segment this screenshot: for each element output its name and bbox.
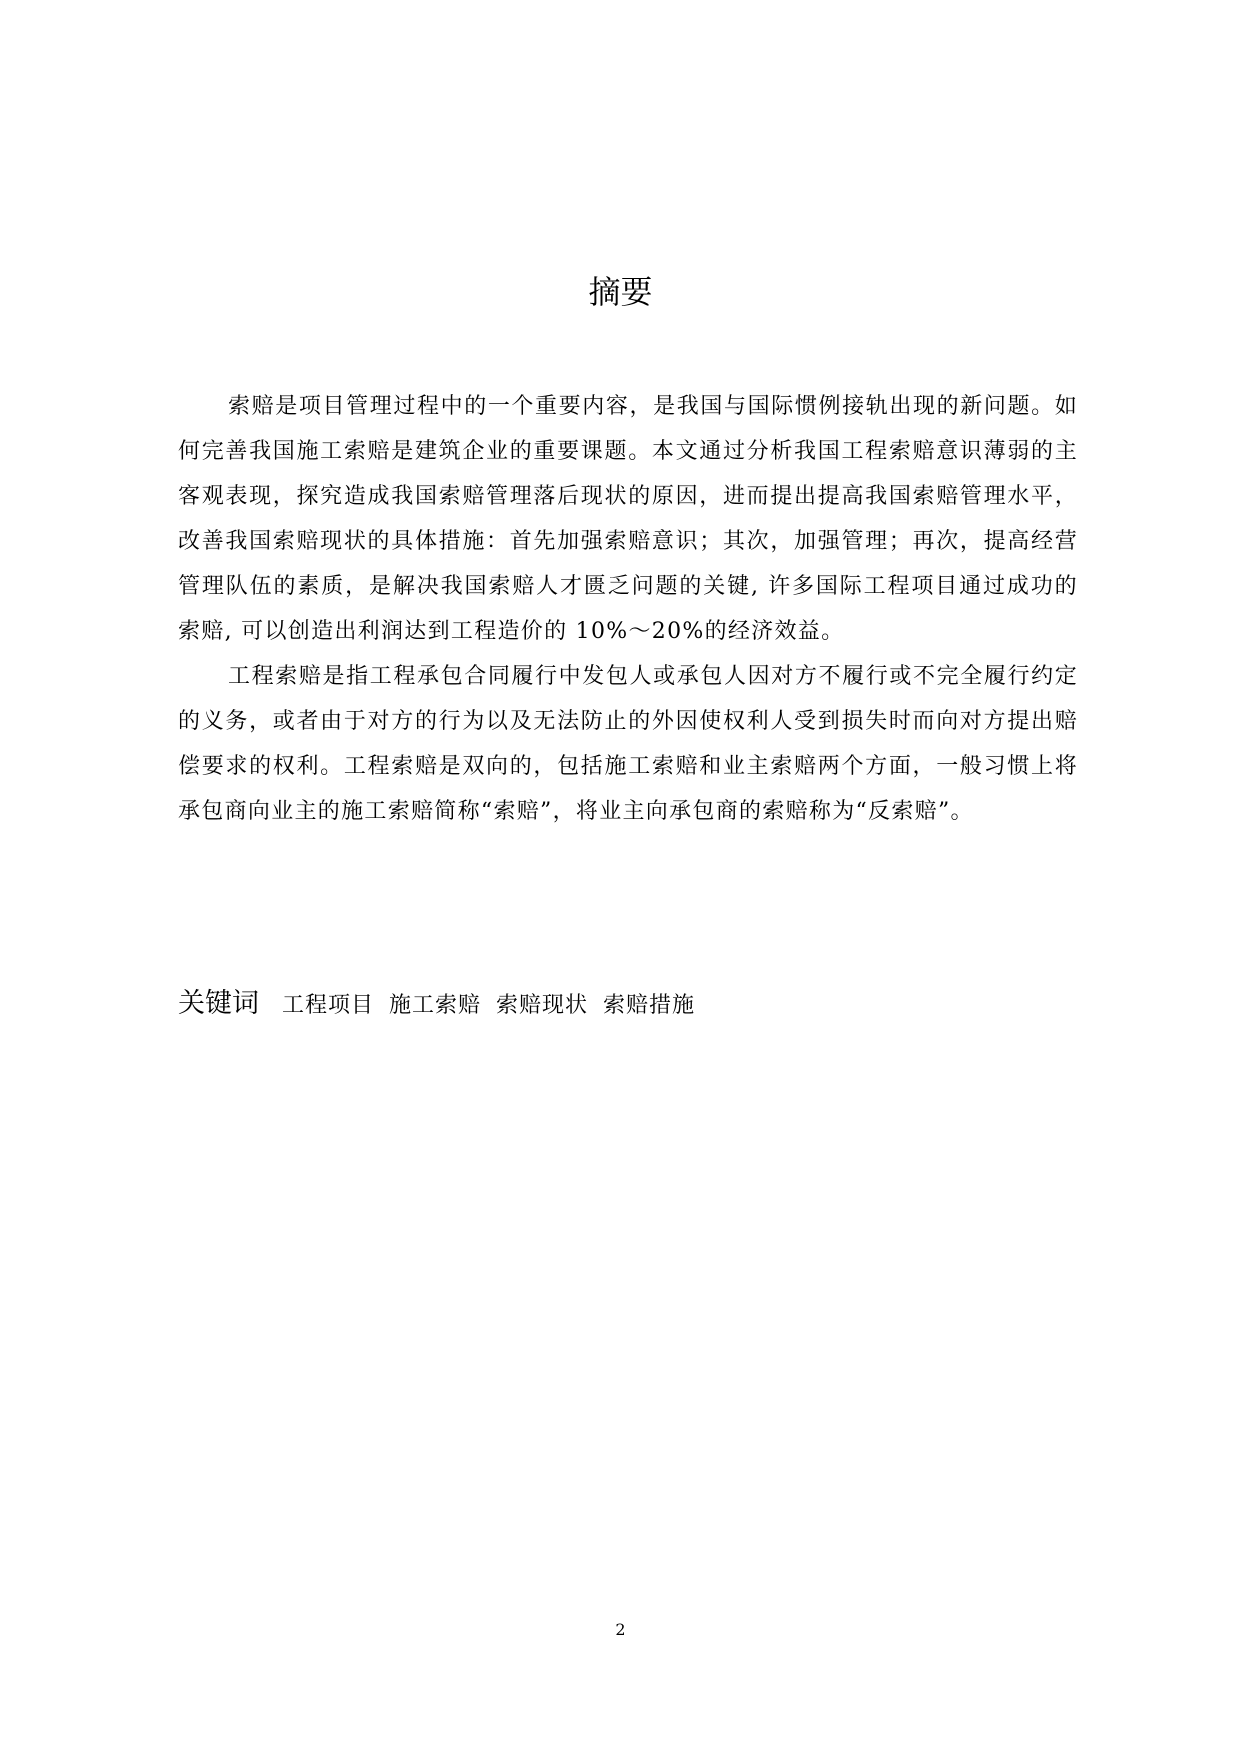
keyword-item: 工程项目 xyxy=(282,993,375,1018)
abstract-paragraph-2: 工程索赔是指工程承包合同履行中发包人或承包人因对方不履行或不完全履行约定的义务，或者由于对方的行为以及无法防止的外因使权利人受到损失时而向对方提出赔偿要求的权利。工程索赔是双向的，包括施工索赔和业主索赔两个方面，一般习惯上将承包商向业主的施工索赔简称“索赔”，将业主向承包商的索赔称为“反索赔”。 xyxy=(178,664,1078,824)
keyword-item: 索赔措施 xyxy=(603,993,696,1018)
keywords-line xyxy=(178,984,1078,1026)
keywords-label: 关键词 xyxy=(178,988,259,1019)
abstract-title: 摘要 xyxy=(588,273,653,311)
keyword-item: 索赔现状 xyxy=(496,993,589,1018)
abstract-paragraph-1: 索赔是项目管理过程中的一个重要内容，是我国与国际惯例接轨出现的新问题。如何完善我国施工索赔是建筑企业的重要课题。本文通过分析我国工程索赔意识薄弱的主客观表现，探究造成我国索赔管理落后现状的原因，进而提出提高我国索赔管理水平，改善我国索赔现状的具体措施：首先加强索赔意识；其次，加强管理；再次，提高经营管理队伍的素质，是解决我国索赔人才匮乏问题的关键, 许多国际工程项目通过成功的索赔, 可以创造出利润达到工程造价的 10%～20%的经济效益。 xyxy=(178,394,1078,644)
keyword-item: 施工索赔 xyxy=(389,993,482,1018)
abstract-body xyxy=(178,384,1078,834)
page-number: 2 xyxy=(615,1620,626,1639)
